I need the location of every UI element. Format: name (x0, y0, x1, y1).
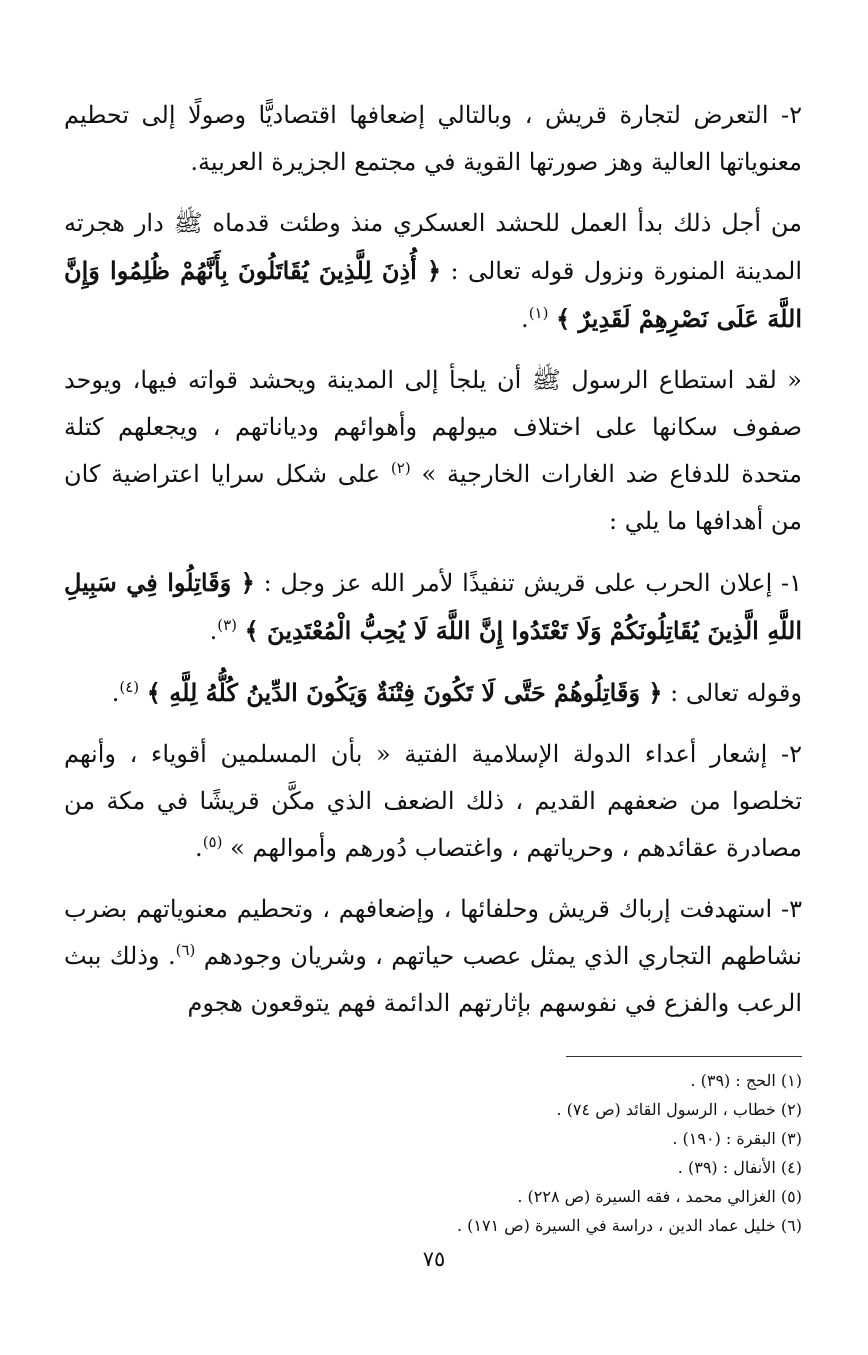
footnote-item: (١) الحج : (٣٩) . (690, 1071, 802, 1090)
page-body (64, 92, 802, 1041)
page-number: ٧٥ (422, 1247, 446, 1271)
paragraph-3 (64, 357, 802, 545)
footnote-item: (٤) الأنفال : (٣٩) . (677, 1158, 802, 1177)
quran-verse: ﴿ أُذِنَ لِلَّذِينَ يُقَاتَلُونَ بِأَنَّهُمْ ظُلِمُوا وَإِنَّ اللَّهَ عَلَى نَصْرِهِمْ لَقَدِيرٌ ﴾ (64, 256, 802, 333)
quran-verse: ﴿ وَقَاتِلُوهُمْ حَتَّى لَا تَكُونَ فِتْنَةٌ وَيَكُونَ الدِّينُ كُلُّهُ لِلَّهِ ﴾ (146, 678, 663, 707)
paragraph-text: على شكل سرايا اعتراضية كان من أهدافها ما يلي : (64, 460, 802, 535)
paragraph-1 (64, 92, 802, 186)
footnote-separator (566, 1056, 802, 1057)
paragraph-7: ٣- استهدفت إرباك قريش وحلفائها ، وإضعافهم ، وتحطيم معنوياتهم بضرب نشاطهم التجاري الذي يمثل عصب حياتهم ، وشريان وجودهم $^{(٦)}$. وذلك ببث الرعب والفزع في نفوسهم بإثارتهم الدائمة فهم يتوقعون هجوم (64, 895, 802, 1017)
paragraph-2: من أجل ذلك بدأ العمل للحشد العسكري منذ وطئت قدماه ﷺ دار هجرته المدينة المنورة ونزول قوله تعالى : ﴿ أُذِنَ لِلَّذِينَ يُقَاتَلُونَ بِأَنَّهُمْ ظُلِمُوا وَإِنَّ اللَّهَ عَلَى نَصْرِهِمْ لَقَدِيرٌ ﴾ $^{(١)}$. (64, 209, 802, 333)
paragraph-text: ٢- إشعار أعداء الدولة الإسلامية الفتية « بأن المسلمين أقوياء ، وأنهم تخلصوا من ضعفهم القديم ، ذلك الضعف الذي مكَّن قريشًا في مكة من مصادرة عقائدهم ، وحرياتهم ، واغتصاب دُورهم وأموالهم » (64, 740, 802, 862)
paragraph-4: ١- إعلان الحرب على قريش تنفيذًا لأمر الله عز وجل : ﴿ وَقَاتِلُوا فِي سَبِيلِ اللَّهِ الَّذِينَ يُقَاتِلُونَكُمْ وَلَا تَعْتَدُوا إِنَّ اللَّهَ لَا يُحِبُّ الْمُعْتَدِينَ ﴾ $^{(٣)}$. (64, 568, 802, 645)
quote-text: « لقد استطاع الرسول ﷺ أن يلجأ إلى المدينة ويحشد قواته فيها، ويوحد صفوف سكانها على اختلاف ميولهم وأهوائهم ودياناتهم ، ويجعلهم كتلة متحدة للدفاع ضد الغارات الخارجية » (64, 366, 803, 488)
footnote-ref: (٦) (175, 941, 196, 959)
paragraph-text: من أجل ذلك بدأ العمل للحشد العسكري منذ وطئت قدماه ﷺ دار هجرته المدينة المنورة ونزول قوله تعالى : (64, 209, 802, 285)
footnote-ref: (٢) (390, 459, 411, 477)
paragraph-text: ٢- التعرض لتجارة قريش ، وبالتالي إضعافها اقتصاديًّا وصولًا إلى تحطيم معنوياتها العالية وهز صورتها القوية في مجتمع الجزيرة العربية. (64, 101, 802, 176)
paragraph-6: ٢- إشعار أعداء الدولة الإسلامية الفتية « بأن المسلمين أقوياء ، وأنهم تخلصوا من ضعفهم القديم ، ذلك الضعف الذي مكَّن قريشًا في مكة من مصادرة عقائدهم ، وحرياتهم ، واغتصاب دُورهم وأموالهم » $^{(٥)}$. (64, 740, 802, 862)
footnotes (202, 1066, 802, 1240)
footnote-ref: (٥) (202, 833, 223, 851)
footnote-item: (٣) البقرة : (١٩٠) . (672, 1129, 802, 1148)
footnote-item: (٢) خطاب ، الرسول القائد (ص ٧٤) . (556, 1100, 802, 1119)
paragraph-text: وذلك ببث الرعب والفزع في نفوسهم بإثارتهم الدائمة فهم يتوقعون هجوم (64, 942, 802, 1017)
paragraph-text: ١- إعلان الحرب على قريش تنفيذًا لأمر الله عز وجل : (263, 569, 802, 597)
quran-verse: ﴿ وَقَاتِلُوا فِي سَبِيلِ اللَّهِ الَّذِينَ يُقَاتِلُونَكُمْ وَلَا تَعْتَدُوا إِنَّ اللَّهَ لَا يُحِبُّ الْمُعْتَدِينَ ﴾ (64, 568, 802, 645)
footnote-ref: (١) (528, 304, 549, 322)
footnote-ref: (٤) (119, 678, 140, 696)
footnote-item: (٦) خليل عماد الدين ، دراسة في السيرة (ص ١٧١) . (457, 1216, 802, 1235)
footnote-item: (٥) الغزالي محمد ، فقه السيرة (ص ٢٢٨) . (517, 1187, 802, 1206)
paragraph-text: وقوله تعالى : (670, 679, 802, 707)
paragraph-5: وقوله تعالى : ﴿ وَقَاتِلُوهُمْ حَتَّى لَا تَكُونَ فِتْنَةٌ وَيَكُونَ الدِّينُ كُلُّهُ لِلَّهِ ﴾ $^{(٤)}$. (111, 678, 802, 707)
paragraph-text: ٣- استهدفت إرباك قريش وحلفائها ، وإضعافهم ، وتحطيم معنوياتهم بضرب نشاطهم التجاري الذي يمثل عصب حياتهم ، وشريان وجودهم (64, 895, 802, 970)
footnote-ref: (٣) (217, 616, 237, 634)
